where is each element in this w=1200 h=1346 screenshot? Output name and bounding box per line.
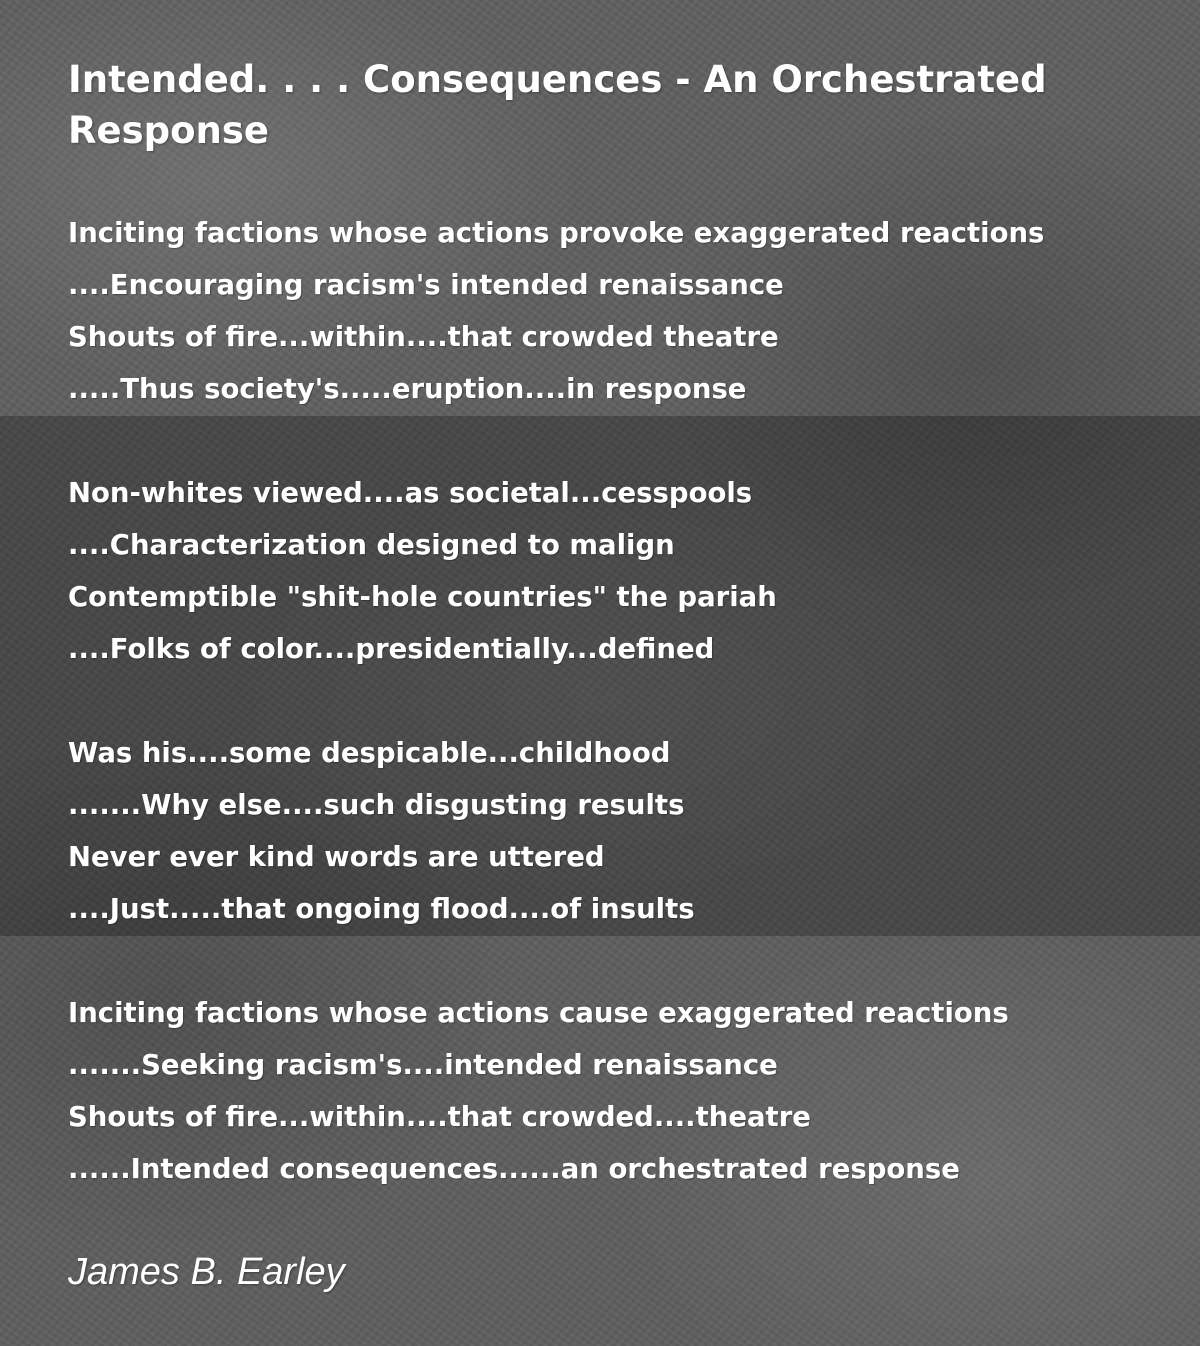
poem-line: ....Folks of color....presidentially...defined	[68, 633, 715, 665]
poem-line: Was his....some despicable...childhood	[68, 737, 671, 769]
poem-line: ....Encouraging racism's intended renaissance	[68, 269, 784, 301]
poem-line: .....Thus society's.....eruption....in response	[68, 373, 747, 405]
poem-author: James B. Earley	[68, 1251, 345, 1293]
stanza-4	[68, 987, 1148, 1195]
poem-line: Inciting factions whose actions provoke exaggerated reactions	[68, 217, 1045, 249]
poem-line: Shouts of fire...within....that crowded theatre	[68, 321, 779, 353]
poem-line: Inciting factions whose actions cause exaggerated reactions	[68, 997, 1009, 1029]
stanza-1	[68, 207, 1148, 415]
poem-title: Intended. . . . Consequences - An Orchestrated Response	[68, 58, 1047, 152]
poem-line: ....Just.....that ongoing flood....of insults	[68, 893, 695, 925]
stanza-2	[68, 467, 1148, 675]
poem-card	[68, 54, 1148, 1297]
poem-line: Shouts of fire...within....that crowded....theatre	[68, 1101, 811, 1133]
poem-line: ....Characterization designed to malign	[68, 529, 675, 561]
poem-line: Contemptible "shit-hole countries" the pariah	[68, 581, 777, 613]
poem-line: ......Intended consequences......an orchestrated response	[68, 1153, 960, 1185]
poem-line: Non-whites viewed....as societal...cesspools	[68, 477, 753, 509]
poem-line: .......Why else....such disgusting results	[68, 789, 685, 821]
stanza-3	[68, 727, 1148, 935]
poem-line: .......Seeking racism's....intended renaissance	[68, 1049, 778, 1081]
poem-line: Never ever kind words are uttered	[68, 841, 605, 873]
